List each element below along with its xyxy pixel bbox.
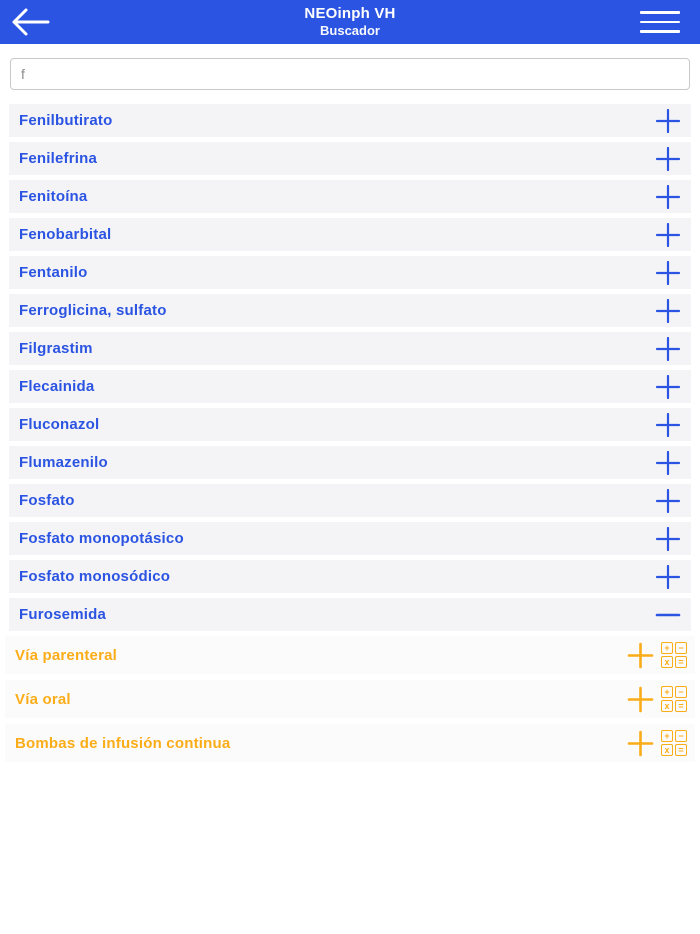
drug-row[interactable]: [9, 180, 691, 213]
drug-list: [0, 104, 700, 762]
drug-row[interactable]: [9, 218, 691, 251]
plus-icon[interactable]: [655, 146, 681, 172]
search-bar: [0, 44, 700, 90]
header-titles: [0, 5, 700, 40]
calc-cell: +: [661, 686, 673, 698]
calc-cell: =: [675, 656, 687, 668]
calc-cell: =: [675, 700, 687, 712]
drug-row[interactable]: [9, 598, 691, 631]
plus-icon[interactable]: [655, 488, 681, 514]
plus-icon[interactable]: [655, 108, 681, 134]
calc-cell: x: [661, 744, 673, 756]
calc-cell: x: [661, 700, 673, 712]
calculator-icon[interactable]: [661, 730, 687, 756]
drug-row[interactable]: [9, 446, 691, 479]
route-row[interactable]: [5, 724, 695, 762]
drug-name: Flumazenilo: [19, 454, 108, 471]
route-name: Bombas de infusión continua: [15, 734, 231, 752]
calc-cell: −: [675, 686, 687, 698]
drug-name: Fentanilo: [19, 264, 88, 281]
drug-row[interactable]: [9, 332, 691, 365]
plus-icon[interactable]: [655, 450, 681, 476]
minus-icon[interactable]: [655, 602, 681, 628]
drug-name: Fosfato monopotásico: [19, 530, 184, 547]
plus-icon[interactable]: [655, 222, 681, 248]
app-header: [0, 0, 700, 44]
drug-name: Furosemida: [19, 606, 107, 623]
route-name: Vía oral: [15, 690, 71, 708]
drug-row[interactable]: [9, 142, 691, 175]
plus-icon[interactable]: [627, 642, 654, 669]
plus-icon[interactable]: [655, 526, 681, 552]
plus-icon[interactable]: [655, 412, 681, 438]
plus-icon[interactable]: [655, 336, 681, 362]
drug-name: Fosfato: [19, 492, 75, 509]
route-row[interactable]: [5, 636, 695, 674]
plus-icon[interactable]: [627, 730, 654, 757]
hamburger-menu-icon[interactable]: [640, 0, 686, 44]
drug-row[interactable]: [9, 522, 691, 555]
calc-cell: −: [675, 642, 687, 654]
calc-cell: x: [661, 656, 673, 668]
plus-icon[interactable]: [655, 184, 681, 210]
route-row[interactable]: [5, 680, 695, 718]
drug-name: Flecainida: [19, 378, 95, 395]
calc-cell: +: [661, 642, 673, 654]
plus-icon[interactable]: [655, 260, 681, 286]
calc-cell: +: [661, 730, 673, 742]
calculator-icon[interactable]: [661, 642, 687, 668]
calc-cell: =: [675, 744, 687, 756]
plus-icon[interactable]: [627, 686, 654, 713]
page-title: NEOinph VH: [304, 4, 396, 22]
drug-name: Fluconazol: [19, 416, 100, 433]
drug-row[interactable]: [9, 294, 691, 327]
drug-name: Fenitoína: [19, 188, 88, 205]
calc-cell: −: [675, 730, 687, 742]
page-subtitle: Buscador: [320, 23, 380, 39]
drug-row[interactable]: [9, 408, 691, 441]
drug-row[interactable]: [9, 560, 691, 593]
route-name: Vía parenteral: [15, 646, 118, 664]
drug-name: Fosfato monosódico: [19, 568, 171, 585]
drug-name: Fenilbutirato: [19, 112, 113, 129]
drug-name: Filgrastim: [19, 340, 93, 357]
drug-row[interactable]: [9, 370, 691, 403]
drug-row[interactable]: [9, 104, 691, 137]
drug-row[interactable]: [9, 256, 691, 289]
calculator-icon[interactable]: [661, 686, 687, 712]
drug-name: Ferroglicina, sulfato: [19, 302, 167, 319]
plus-icon[interactable]: [655, 374, 681, 400]
search-input[interactable]: [10, 58, 690, 90]
drug-name: Fenobarbital: [19, 226, 112, 243]
plus-icon[interactable]: [655, 564, 681, 590]
drug-name: Fenilefrina: [19, 150, 98, 167]
plus-icon[interactable]: [655, 298, 681, 324]
drug-row[interactable]: [9, 484, 691, 517]
